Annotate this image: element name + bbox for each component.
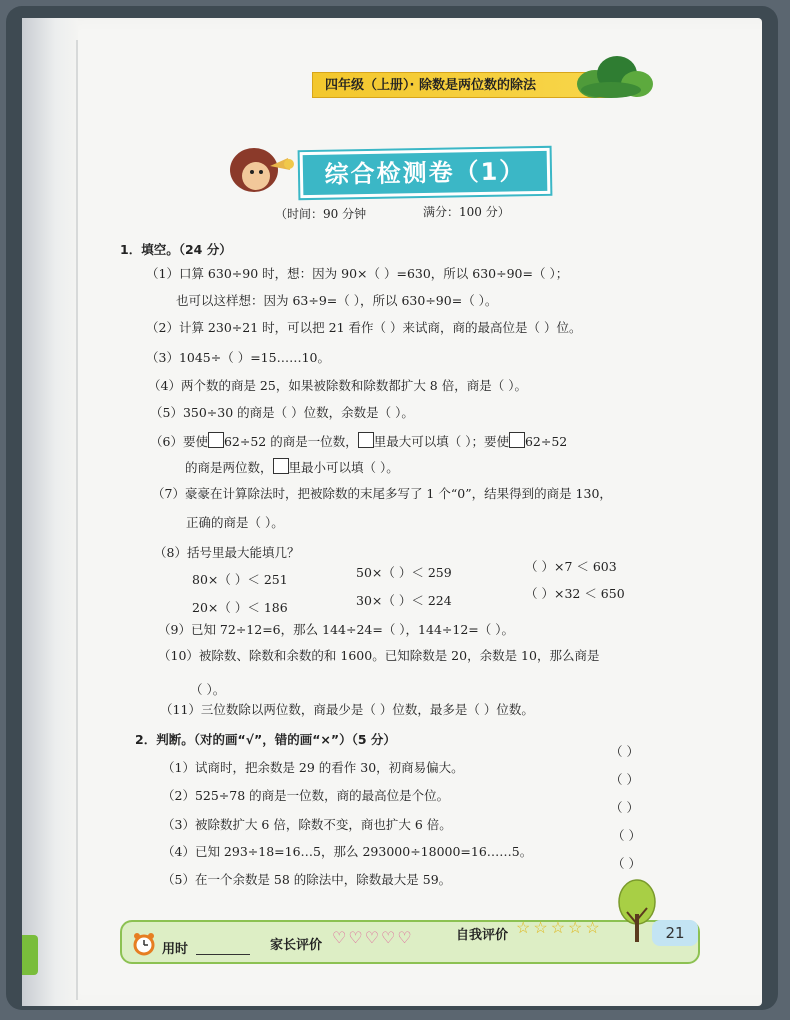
- side-tab: [22, 935, 38, 975]
- chapter-banner: 四年级（上册）· 除数是两位数的除法: [312, 72, 612, 98]
- time-label: 用时: [162, 942, 189, 957]
- bush-illustration: [575, 50, 655, 100]
- question-7b: 正确的商是（ ）。: [186, 515, 284, 530]
- exam-time: （时间：90 分钟: [275, 207, 367, 221]
- question-3: （3）1045÷（ ）=15……10。: [146, 350, 330, 365]
- answer-blank-3[interactable]: （ ）: [610, 800, 639, 815]
- answer-blank-5[interactable]: （ ）: [612, 856, 641, 871]
- question-2: （2）计算 230÷21 时，可以把 21 看作（ ）来试商，商的最高位是（ ）位。: [146, 320, 582, 335]
- question-9: （9）已知 72÷12=6，那么 144÷24=（ ），144÷12=（ ）。: [158, 622, 514, 637]
- section-1-heading: 1．填空。（24 分）: [120, 242, 232, 257]
- hedgehog-illustration: [226, 140, 294, 198]
- question-5: （5）350÷30 的商是（ ）位数，余数是（ ）。: [150, 405, 414, 420]
- question-11: （11）三位数除以两位数，商最少是（ ）位数，最多是（ ）位数。: [160, 702, 534, 717]
- q6b-part2: 里最小可以填（ ）。: [288, 460, 399, 475]
- question-1a: （1）口算 630÷90 时，想：因为 90×（ ）=630，所以 630÷90=（ ）；: [146, 266, 569, 281]
- answer-blank-4[interactable]: （ ）: [612, 828, 641, 843]
- alarm-clock-icon: [133, 932, 155, 956]
- q6a-part4: 62÷52: [524, 434, 568, 449]
- judge-item-5: （5）在一个余数是 58 的除法中，除数最大是 59。: [162, 872, 452, 887]
- time-blank-line[interactable]: [196, 954, 250, 955]
- q6b-part1: 的商是两位数，: [185, 460, 273, 475]
- page-number: 21: [652, 920, 698, 946]
- question-10b: （ ）。: [190, 682, 226, 697]
- page-title: 综合检测卷（1）: [300, 148, 551, 198]
- question-4: （4）两个数的商是 25，如果被除数和除数都扩大 8 倍，商是（ ）。: [148, 378, 527, 393]
- tree-icon: [615, 878, 659, 944]
- heart-rating-icons[interactable]: ♡♡♡♡♡: [332, 928, 414, 947]
- question-8: （8）括号里最大能填几？: [154, 545, 300, 560]
- judge-item-4: （4）已知 293÷18=16…5，那么 293000÷18000=16……5。: [162, 844, 533, 859]
- blank-square[interactable]: [509, 432, 525, 448]
- question-7a: （7）豪豪在计算除法时，把被除数的末尾多写了 1 个“0”，结果得到的商是 130，: [152, 486, 612, 501]
- question-10a: （10）被除数、除数和余数的和 1600。已知除数是 20，余数是 10，那么商是: [158, 648, 600, 663]
- exam-score: 满分：100 分）: [423, 205, 510, 219]
- answer-blank-1[interactable]: （ ）: [610, 744, 639, 759]
- q8-row1-col1: 80×（ ）＜ 251: [192, 572, 288, 587]
- blank-square[interactable]: [358, 432, 374, 448]
- page-binding: [22, 18, 78, 1006]
- spine-line: [76, 40, 78, 1000]
- judge-item-1: （1）试商时，把余数是 29 的看作 30，初商易偏大。: [162, 760, 464, 775]
- answer-blank-2[interactable]: （ ）: [610, 772, 639, 787]
- q8-row1-col3: （ ）×7 ＜ 603: [525, 559, 617, 574]
- section-2-heading: 2．判断。（对的画“√”，错的画“×”）（5 分）: [135, 732, 396, 747]
- q6a-part1: （6）要使: [150, 434, 208, 449]
- q8-row2-col1: 20×（ ）＜ 186: [192, 600, 288, 615]
- question-6a: [150, 432, 567, 450]
- question-1b: 也可以这样想：因为 63÷9=（ ），所以 630÷90=（ ）。: [176, 293, 498, 308]
- q6a-part2: 62÷52 的商是一位数，: [223, 434, 358, 449]
- q8-row2-col3: （ ）×32 ＜ 650: [525, 586, 625, 601]
- judge-item-3: （3）被除数扩大 6 倍，除数不变，商也扩大 6 倍。: [162, 817, 452, 832]
- judge-item-2: （2）525÷78 的商是一位数，商的最高位是个位。: [162, 788, 450, 803]
- question-6b: [185, 458, 399, 476]
- parent-eval-label: 家长评价: [270, 938, 323, 953]
- star-rating-icons[interactable]: ☆☆☆☆☆: [516, 918, 603, 937]
- self-eval-label: 自我评价: [456, 928, 509, 943]
- q8-row2-col2: 30×（ ）＜ 224: [356, 593, 452, 608]
- blank-square[interactable]: [273, 458, 289, 474]
- q6a-part3: 里最大可以填（ ）；要使: [373, 434, 509, 449]
- q8-row1-col2: 50×（ ）＜ 259: [356, 565, 452, 580]
- blank-square[interactable]: [208, 432, 224, 448]
